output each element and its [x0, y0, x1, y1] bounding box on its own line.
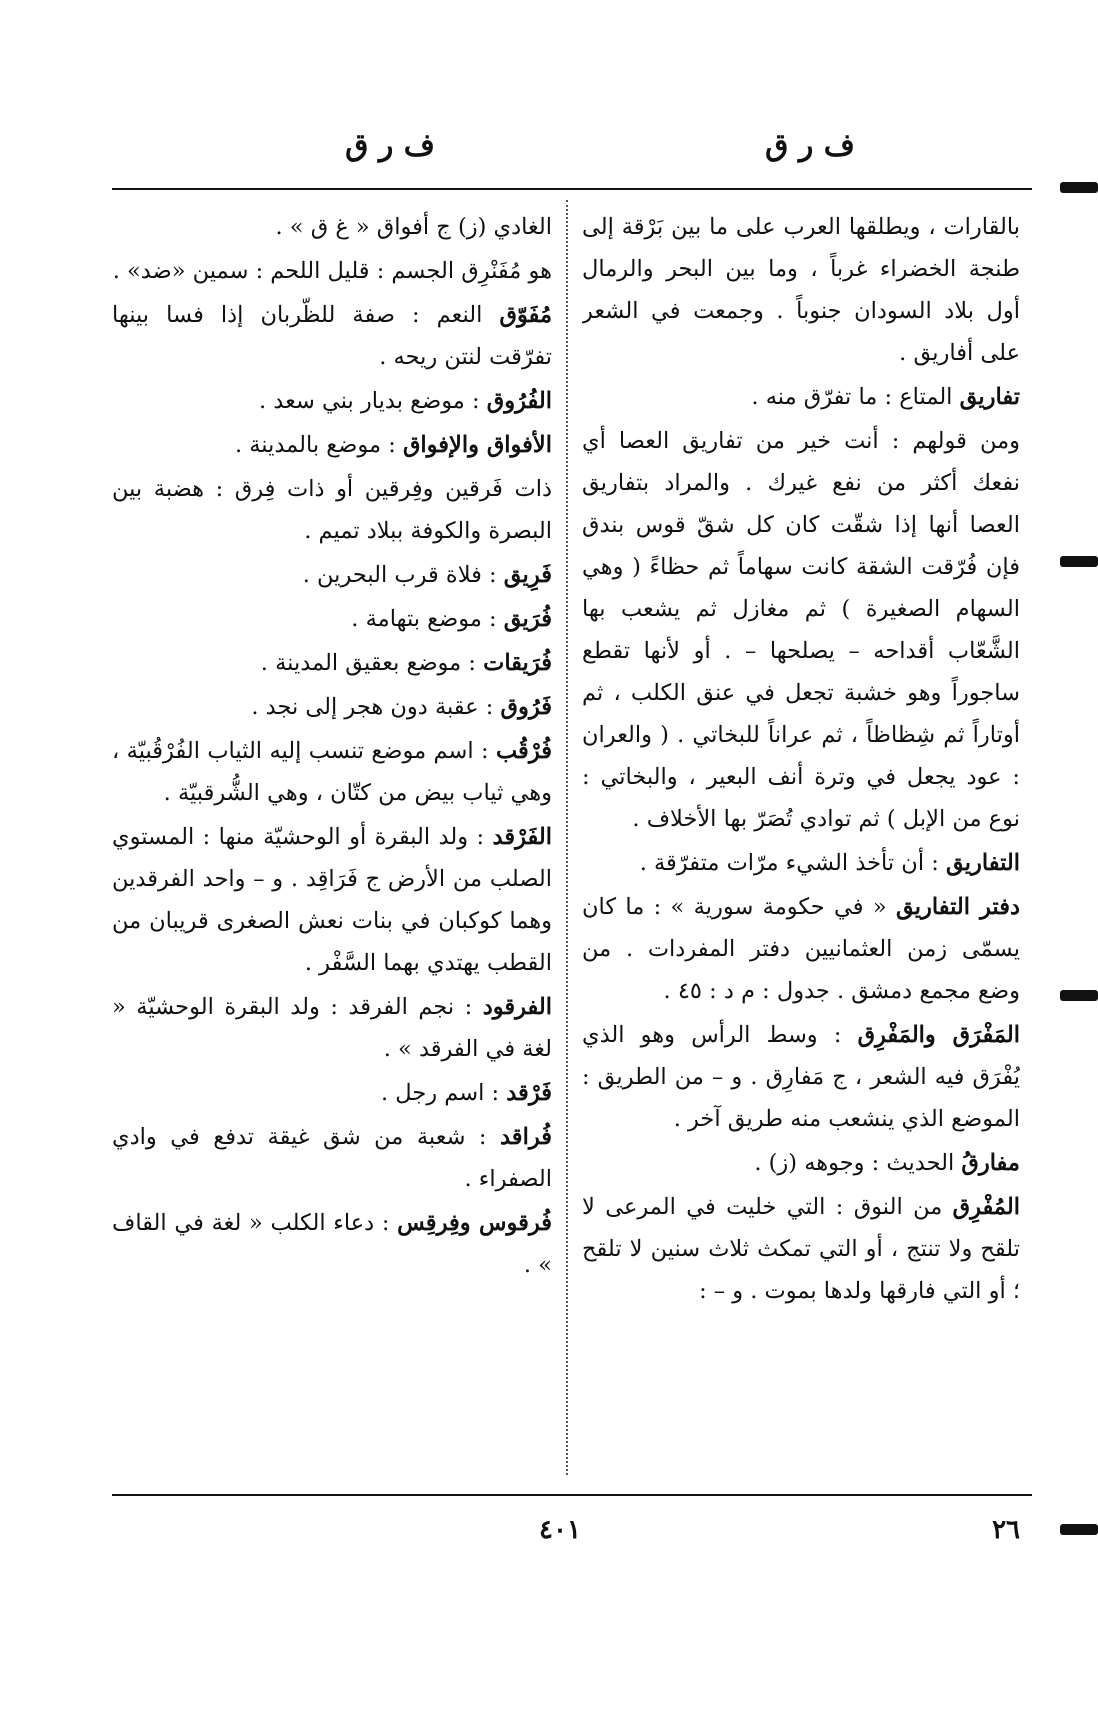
dictionary-entry — [112, 424, 552, 466]
entry-definition: : ولد البقرة أو الوحشيّة منها : المستوي الصلب من الأرض ج فَرَاقِد . و – واحد الفرقدين وهما كوكبان في بنات نعش الصغرى قريبان من القطب يهتدي بهما السَّفْر . — [112, 824, 552, 976]
edge-tab-mark — [1060, 990, 1098, 1001]
dictionary-entry — [582, 1014, 1020, 1140]
entry-definition: : شعبة من شق غيقة تدفع في وادي الصفراء . — [112, 1124, 552, 1192]
dictionary-entry — [112, 816, 552, 984]
entry-headword: فَرُوق — [500, 694, 552, 720]
dictionary-entry — [582, 1142, 1020, 1184]
dictionary-entry — [112, 468, 552, 552]
entry-definition: : أن تأخذ الشيء مرّات متفرّقة . — [639, 850, 939, 876]
dictionary-entry — [112, 250, 552, 292]
entry-headword: فَرِيق — [503, 562, 552, 588]
entry-headword: الفُرُوق — [486, 388, 552, 414]
dictionary-entry — [112, 686, 552, 728]
dictionary-entry — [582, 886, 1020, 1012]
entry-headword: المُفْرِق — [952, 1194, 1020, 1220]
entry-definition: هو مُفَنْرِق الجسم : قليل اللحم : سمين «ضد» . — [112, 258, 552, 284]
top-rule — [112, 188, 1032, 190]
edge-tab-mark — [1060, 182, 1098, 193]
entry-definition: : وسط الرأس وهو الذي يُفْرَق فيه الشعر ، ج مَفارِق . و – من الطريق : الموضع الذي ينشعب منه طريق آخر . — [582, 1022, 1020, 1132]
entry-definition: : موضع بعقيق المدينة . — [260, 650, 476, 676]
entry-headword: تفاريق — [959, 384, 1020, 410]
entry-headword: الفرقود — [482, 994, 552, 1020]
entry-definition: : نجم الفرقد : ولد البقرة الوحشيّة « لغة في الفرقد » . — [112, 994, 552, 1062]
dictionary-entry — [582, 842, 1020, 884]
column-divider — [566, 200, 568, 1475]
entry-definition: بالقارات ، ويطلقها العرب على ما بين بَرْقة إلى طنجة الخضراء غرباً ، وما بين البحر والرمال أول بلاد السودان جنوباً . وجمعت في الشعر على أفاريق . — [582, 214, 1020, 366]
entry-headword: فُرَيقات — [483, 650, 552, 676]
dictionary-entry — [582, 376, 1020, 418]
entry-definition: من النوق : التي خليت في المرعى لا تلقح ولا تنتج ، أو التي تمكث ثلاث سنين لا تلقح ؛ أو التي فارقها ولدها بموت . و – : — [582, 1194, 1020, 1304]
dictionary-entry — [112, 986, 552, 1070]
entry-definition: : موضع بالمدينة . — [234, 432, 396, 458]
edge-tab-mark — [1060, 1524, 1098, 1535]
entry-definition: الحديث : وجوهه (ز) . — [754, 1150, 955, 1176]
entry-definition: : عقبة دون هجر إلى نجد . — [251, 694, 494, 720]
left-page-number: ٤٠١ — [539, 1515, 581, 1545]
entry-definition: النعم : صفة للظّربان إذا فسا بينها تفرّقت لنتن ريحه . — [112, 302, 552, 370]
entry-definition: : اسم رجل . — [381, 1080, 500, 1106]
right-column-root-header: ف ر ق — [765, 128, 855, 163]
entry-definition: الغادي (ز) ج أفواق « غ ق » . — [275, 214, 552, 240]
left-column-root-header: ف ر ق — [345, 128, 435, 163]
entry-definition: : دعاء الكلب « لغة في القاف » . — [112, 1210, 552, 1278]
bottom-rule — [112, 1494, 1032, 1496]
entry-headword: مفارقُ — [961, 1150, 1020, 1176]
dictionary-entry — [112, 206, 552, 248]
dictionary-entry — [582, 1186, 1020, 1312]
dictionary-entry — [112, 730, 552, 814]
right-page-number: ٢٦ — [992, 1515, 1020, 1545]
dictionary-entry — [112, 1202, 552, 1286]
dictionary-entry — [582, 206, 1020, 374]
entry-definition: : فلاة قرب البحرين . — [302, 562, 497, 588]
edge-tab-mark — [1060, 556, 1098, 567]
entry-headword: المَفْرَق والمَفْرِق — [857, 1022, 1020, 1048]
entry-headword: فُرْقُب — [495, 738, 552, 764]
entry-headword: الأفواق والإفواق — [402, 432, 552, 458]
entry-definition: « في حكومة سورية » : ما كان يسمّى زمن العثمانيين دفتر المفردات . من وضع مجمع دمشق . جدول : م د : ٤٥ . — [582, 894, 1020, 1004]
dictionary-entry — [112, 1116, 552, 1200]
entry-definition: : موضع بتهامة . — [351, 606, 497, 632]
entry-headword: مُفَوّق — [499, 302, 552, 328]
dictionary-entry — [112, 598, 552, 640]
dictionary-entry — [112, 294, 552, 378]
entry-headword: التفاريق — [945, 850, 1020, 876]
dictionary-entry — [112, 1072, 552, 1114]
dictionary-entry — [112, 380, 552, 422]
entry-headword: فُراقد — [500, 1124, 552, 1150]
entry-definition: ذات فَرقين وفِرقين أو ذات فِرق : هضبة بين البصرة والكوفة ببلاد تميم . — [112, 476, 552, 544]
entry-headword: دفتر التفاريق — [895, 894, 1020, 920]
entry-headword: فُرقوس وفِرقِس — [397, 1210, 552, 1236]
entry-definition: : اسم موضع تنسب إليه الثياب الفُرْقُبيّة ، وهي ثياب بيض من كتّان ، وهي الشُّرقبيّة . — [112, 738, 552, 806]
dictionary-entry — [112, 554, 552, 596]
dictionary-entry — [112, 642, 552, 684]
right-column — [582, 206, 1020, 1491]
entry-headword: فَرْقد — [506, 1080, 552, 1106]
left-column — [112, 206, 552, 1491]
entry-headword: فُرَيق — [503, 606, 552, 632]
entry-definition: : موضع بديار بني سعد . — [258, 388, 480, 414]
dictionary-entry — [582, 420, 1020, 840]
entry-headword: الفَرْقد — [492, 824, 552, 850]
entry-definition: المتاع : ما تفرّق منه . — [751, 384, 953, 410]
entry-definition: ومن قولهم : أنت خير من تفاريق العصا أي نفعك أكثر من نفع غيرك . والمراد بتفاريق العصا أنها إذا شقّت كان كل شقّ قوس بندق فإن فُرّقت الشقة كانت سهاماً ثم حظاءً ( وهي السهام الصغيرة ) ثم مغازل ثم يشعب بها الشَّعّاب أقداحه – يصلحها – . أو لأنها تقطع ساجوراً وهو خشبة تجعل في عنق الكلب ، ثم أوتاراً ثم شِظاظاً ، ثم عراناً للبخاتي . ( والعران : عود يجعل في وترة أنف البعير ، والبخاتي : نوع من الإبل ) ثم توادي تُصَرّ بها الأخلاف . — [582, 428, 1020, 832]
